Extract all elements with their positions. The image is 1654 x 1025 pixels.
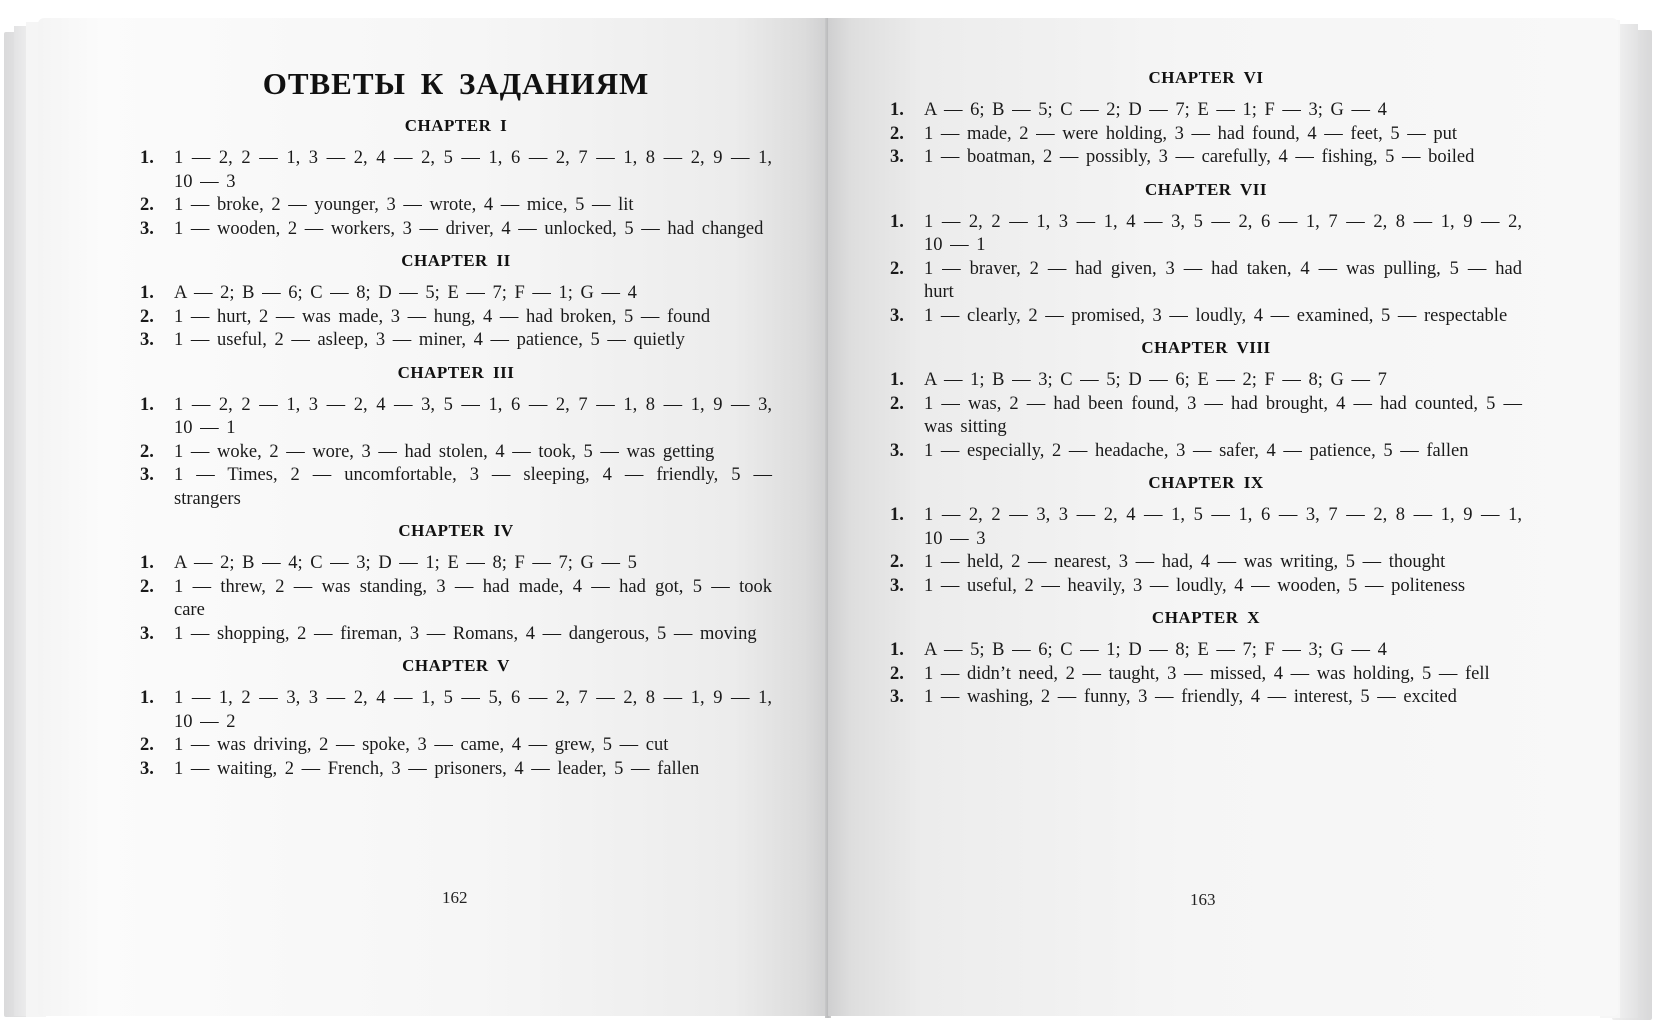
item-number: 1. [140,148,154,168]
answer-text: A — 6; B — 5; C — 2; D — 7; E — 1; F — 3; G — 4 [924,100,1387,120]
answer-item [140,329,772,353]
chapter-heading: CHAPTER VII [1144,179,1268,199]
item-number: 1. [890,211,904,232]
answer-text: 1 — especially, 2 — headache, 3 — safer, 4 — patience, 5 — fallen [924,440,1469,461]
item-number: 2. [140,735,154,755]
answer-text: 1 — washing, 2 — funny, 3 — friendly, 4 — interest, 5 — excited [924,687,1457,707]
answer-text: 1 — Times, 2 — uncomfortable, 3 — sleeping, 4 — friendly, 5 — strangers [174,465,772,509]
item-number: 2. [140,306,154,327]
item-number: 2. [890,393,904,414]
chapter-section [890,338,1522,463]
answer-text: 1 — useful, 2 — heavily, 3 — loudly, 4 — wooden, 5 — politeness [924,575,1466,596]
answer-text: 1 — 2, 2 — 3, 3 — 2, 4 — 1, 5 — 1, 6 — 3, 7 — 2, 8 — 1, 9 — 1, 10 — 3 [924,505,1522,549]
answer-item [890,99,1522,123]
right-page [828,18,1618,1016]
item-number: 3. [890,687,904,707]
chapter-heading: CHAPTER VIII [1141,338,1271,357]
chapter-heading: CHAPTER IX [1148,473,1264,492]
answer-item [890,305,1522,329]
item-number: 3. [890,575,904,596]
answer-item [890,575,1522,599]
answer-text: 1 — made, 2 — were holding, 3 — had found, 4 — feet, 5 — put [924,123,1458,144]
answer-item [140,147,772,194]
item-number: 3. [890,147,904,167]
chapter-section [140,251,772,353]
answer-text: 1 — shopping, 2 — fireman, 3 — Romans, 4 — dangerous, 5 — moving [174,623,757,644]
item-number: 1. [890,505,904,525]
item-number: 2. [140,576,154,597]
answer-text: A — 1; B — 3; C — 5; D — 6; E — 2; F — 8; G — 7 [924,370,1387,390]
answer-text: 1 — woke, 2 — wore, 3 — had stolen, 4 — took, 5 — was getting [174,441,715,462]
chapter-heading: CHAPTER V [402,656,510,675]
chapter-heading: CHAPTER X [1151,608,1261,627]
answer-text: 1 — 1, 2 — 3, 3 — 2, 4 — 1, 5 — 5, 6 — 2, 7 — 2, 8 — 1, 9 — 1, 10 — 2 [174,688,772,732]
answer-item [140,464,772,511]
chapter-heading: CHAPTER IV [398,521,514,540]
chapter-section [140,116,772,241]
item-number: 3. [890,305,904,326]
answer-text: 1 — hurt, 2 — was made, 3 — hung, 4 — had broken, 5 — found [174,306,711,327]
answer-item [140,218,772,242]
chapter-heading: CHAPTER I [404,116,508,135]
item-number: 1. [890,640,904,660]
item-number: 3. [140,758,154,779]
chapter-section [890,473,1522,598]
item-number: 3. [140,465,154,485]
chapter-section [890,608,1522,710]
answer-item [890,440,1522,464]
item-number: 3. [140,330,154,350]
item-number: 2. [140,441,154,462]
item-number: 1. [140,553,154,573]
chapter-heading: CHAPTER II [401,251,511,270]
item-number: 1. [890,370,904,390]
answer-item [890,211,1522,258]
answer-item [890,551,1522,575]
answer-text: 1 — was, 2 — had been found, 3 — had brought, 4 — had counted, 5 — was sitting [924,393,1522,437]
answer-item [890,639,1522,663]
answer-text: 1 — 2, 2 — 1, 3 — 1, 4 — 3, 5 — 2, 6 — 1, 7 — 2, 8 — 1, 9 — 2, 10 — 1 [924,211,1522,255]
answer-item [140,576,772,623]
page-title: ОТВЕТЫ К ЗАДАНИЯМ [262,66,650,101]
answer-item [140,687,772,734]
chapter-heading: CHAPTER III [397,362,515,382]
answer-item [890,504,1522,551]
item-number: 3. [140,623,154,644]
answer-item [140,623,772,647]
answer-item [890,393,1522,440]
answer-text: 1 — useful, 2 — asleep, 3 — miner, 4 — patience, 5 — quietly [174,330,685,350]
answer-text: A — 5; B — 6; C — 1; D — 8; E — 7; F — 3; G — 4 [924,640,1387,660]
answer-item [890,146,1522,170]
answer-item [140,394,772,441]
answer-item [140,441,772,465]
item-number: 3. [890,440,904,461]
item-number: 2. [890,552,904,572]
item-number: 2. [890,663,904,684]
chapter-section [140,363,772,512]
answer-text: 1 — wooden, 2 — workers, 3 — driver, 4 — unlocked, 5 — had changed [174,218,764,239]
item-number: 2. [140,195,154,215]
item-number: 1. [140,688,154,708]
chapter-section [140,656,772,781]
answer-item [140,758,772,782]
answer-text: A — 2; B — 6; C — 8; D — 5; E — 7; F — 1; G — 4 [174,283,637,303]
item-number: 1. [890,100,904,120]
chapter-section [890,180,1522,329]
answer-item [140,306,772,330]
right-page-content [890,62,1522,720]
answer-text: 1 — waiting, 2 — French, 3 — prisoners, 4 — leader, 5 — fallen [174,758,700,779]
answer-text: 1 — 2, 2 — 1, 3 — 2, 4 — 2, 5 — 1, 6 — 2, 7 — 1, 8 — 2, 9 — 1, 10 — 3 [174,148,772,192]
left-page-content [140,66,772,791]
chapter-section [890,68,1522,170]
item-number: 2. [890,123,904,144]
answer-item [140,734,772,758]
answer-item [890,258,1522,305]
answer-item [890,686,1522,710]
answer-text: 1 — held, 2 — nearest, 3 — had, 4 — was writing, 5 — thought [924,552,1446,572]
answer-text: 1 — boatman, 2 — possibly, 3 — carefully, 4 — fishing, 5 — boiled [924,147,1475,167]
chapter-section [140,521,772,646]
item-number: 1. [140,394,154,415]
answer-text: A — 2; B — 4; C — 3; D — 1; E — 8; F — 7; G — 5 [174,553,637,573]
answer-text: 1 — broke, 2 — younger, 3 — wrote, 4 — mice, 5 — lit [174,195,634,215]
left-page [38,18,828,1016]
answer-text: 1 — braver, 2 — had given, 3 — had taken, 4 — was pulling, 5 — had hurt [924,258,1522,302]
answer-text: 1 — was driving, 2 — spoke, 3 — came, 4 — grew, 5 — cut [174,735,669,755]
page-number: 162 [442,888,468,907]
answer-item [890,663,1522,687]
item-number: 3. [140,218,154,239]
answer-text: 1 — didn’t need, 2 — taught, 3 — missed, 4 — was holding, 5 — fell [924,663,1490,684]
chapter-heading: CHAPTER VI [1148,68,1264,87]
page-number: 163 [1190,890,1216,909]
answer-text: 1 — clearly, 2 — promised, 3 — loudly, 4 — examined, 5 — respectable [924,305,1508,326]
answer-text: 1 — 2, 2 — 1, 3 — 2, 4 — 3, 5 — 1, 6 — 2, 7 — 1, 8 — 1, 9 — 3, 10 — 1 [174,394,772,438]
item-number: 2. [890,258,904,279]
item-number: 1. [140,283,154,303]
answer-text: 1 — threw, 2 — was standing, 3 — had made, 4 — had got, 5 — took care [174,576,772,620]
answer-item [890,123,1522,147]
answer-item [140,282,772,306]
answer-item [140,552,772,576]
answer-item [140,194,772,218]
answer-item [890,369,1522,393]
